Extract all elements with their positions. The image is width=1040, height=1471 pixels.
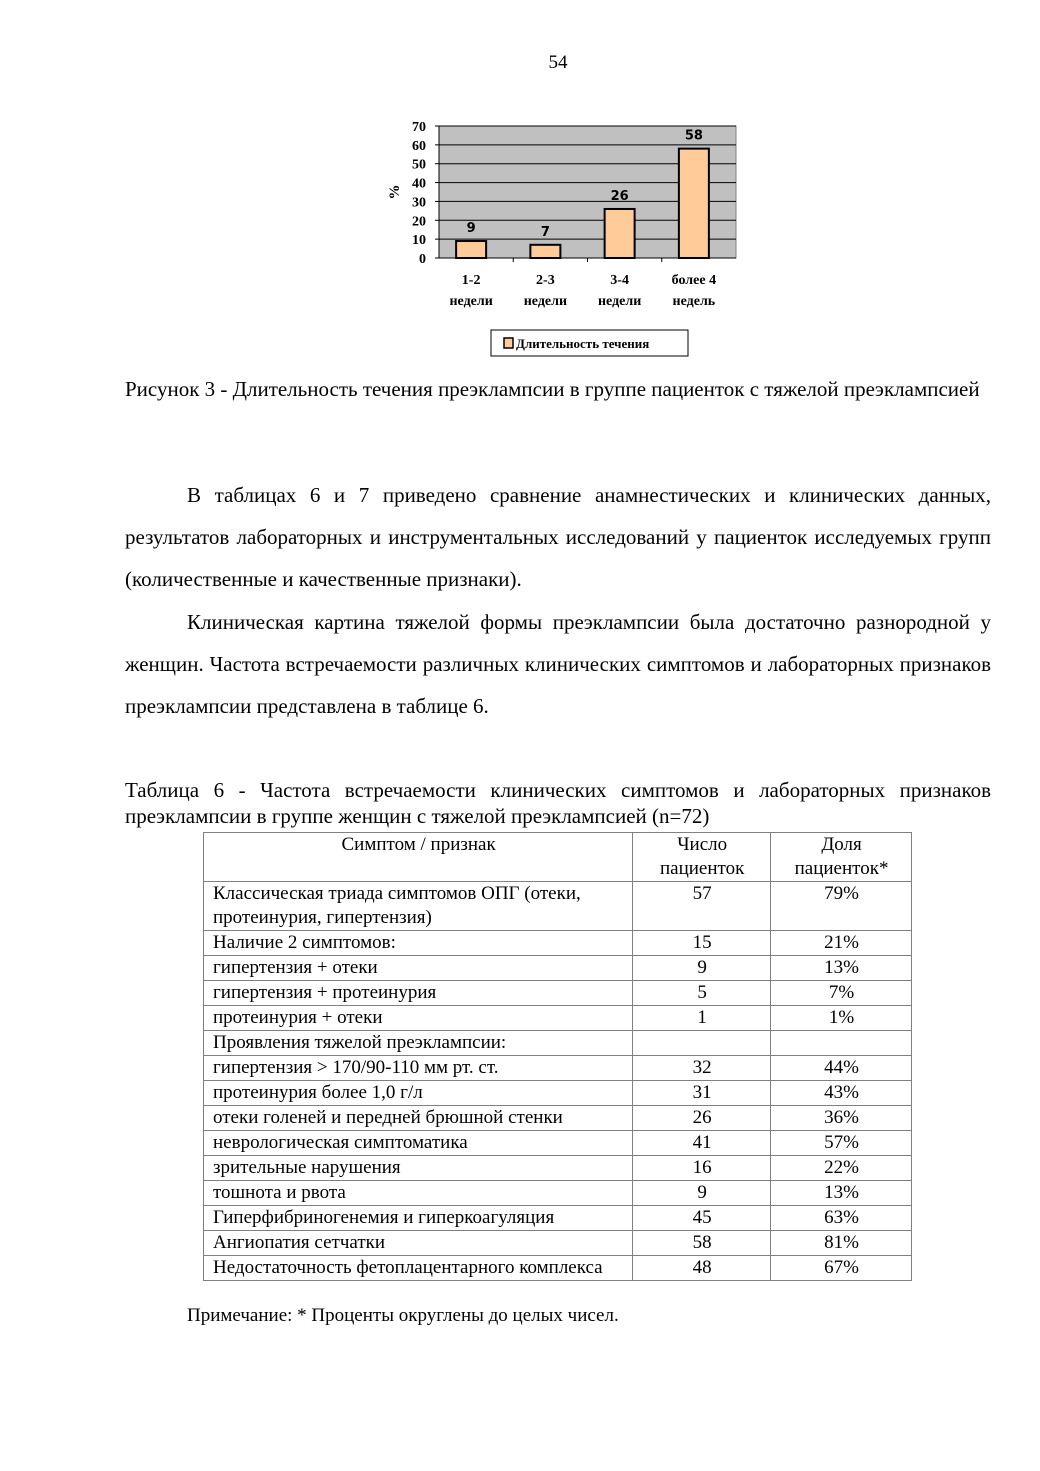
table-body [204,882,912,1281]
y-tick-label: 60 [412,138,426,154]
paragraph-1-text: В таблицах 6 и 7 приведено сравнение анамнестических и клинических данных, результатов лабораторных и инструментальных исследований у пациенток исследуемых групп (количественные и качественные признаки). [125,483,991,591]
y-tick-label: 10 [412,233,426,249]
cell-count: 41 [633,1131,771,1156]
table-row [204,1031,912,1056]
header-symptom: Симптом / признак [204,833,633,882]
cell-share: 57% [771,1131,912,1156]
data-label: 58 [684,128,703,144]
cell-share: 22% [771,1156,912,1181]
bar [456,241,486,258]
table-row [204,1206,912,1231]
cell-count: 45 [633,1206,771,1231]
cell-share: 1% [771,1006,912,1031]
data-label: 9 [466,221,476,237]
cell-share: 79% [771,882,912,931]
table-row [204,1081,912,1106]
table-row [204,1131,912,1156]
x-tick-label: недели [523,294,568,309]
x-tick-label: 1-2 [461,273,481,288]
x-tick-label: 2-3 [536,273,555,288]
cell-symptom: протеинурия + отеки [204,1006,633,1031]
cell-share: 13% [771,1181,912,1206]
x-tick-label: 3-4 [610,273,629,288]
cell-symptom: Гиперфибриногенемия и гиперкоагуляция [204,1206,633,1231]
cell-share: 36% [771,1106,912,1131]
y-axis-label: % [387,184,403,200]
y-tick-label: 0 [419,252,426,267]
cell-count: 32 [633,1056,771,1081]
table-row [204,931,912,956]
paragraph-2 [125,601,991,727]
y-tick-label: 40 [412,176,426,192]
table-row [204,1181,912,1206]
chart-svg [380,115,750,365]
cell-share: 43% [771,1081,912,1106]
cell-count: 31 [633,1081,771,1106]
table-row [204,1006,912,1031]
table-header-row [204,833,912,882]
cell-count: 9 [633,956,771,981]
cell-symptom: зрительные нарушения [204,1156,633,1181]
header-count: Число пациенток [633,833,771,882]
cell-share: 13% [771,956,912,981]
cell-symptom: гипертензия + отеки [204,956,633,981]
table-row [204,1056,912,1081]
cell-share: 81% [771,1231,912,1256]
cell-symptom: Недостаточность фетоплацентарного комплекса [204,1256,633,1281]
cell-count [633,1031,771,1056]
cell-count: 58 [633,1231,771,1256]
paragraph-2-text: Клиническая картина тяжелой формы преэклампсии была достаточно разнородной у женщин. Частота встречаемости различных клинических симптомов и лабораторных признаков преэклампсии представлена в таблице 6. [125,610,991,718]
table-row [204,1256,912,1281]
cell-symptom: протеинурия более 1,0 г/л [204,1081,633,1106]
bar [679,149,709,258]
cell-share [771,1031,912,1056]
cell-share: 21% [771,931,912,956]
table-row [204,1156,912,1181]
cell-share: 44% [771,1056,912,1081]
cell-count: 57 [633,882,771,931]
y-tick-label: 50 [412,157,426,173]
x-tick-label: недели [597,294,642,309]
y-tick-label: 30 [412,195,426,211]
header-share: Доля пациенток* [771,833,912,882]
table-title: Таблица 6 - Частота встречаемости клинических симптомов и лабораторных признаков преэклампсии в группе женщин с тяжелой преэклампсией (n=72) [125,778,991,828]
cell-symptom: Ангиопатия сетчатки [204,1231,633,1256]
bar-chart [380,115,750,365]
symptom-table [203,832,912,1281]
cell-share: 63% [771,1206,912,1231]
cell-symptom: Классическая триада симптомов ОПГ (отеки, протеинурия, гипертензия) [204,882,633,931]
table-row [204,1231,912,1256]
cell-count: 9 [633,1181,771,1206]
bar [605,209,635,258]
x-tick-label: более 4 [671,273,717,288]
table-note: Примечание: * Проценты округлены до целых чисел. [187,1305,619,1326]
x-tick-label: недель [672,294,716,309]
x-tick-label: недели [449,294,493,309]
table-row [204,956,912,981]
data-label: 7 [540,224,550,240]
cell-symptom: Проявления тяжелой преэклампсии: [204,1031,633,1056]
cell-count: 26 [633,1106,771,1131]
paragraph-1 [125,474,991,600]
y-tick-label: 70 [412,120,426,135]
legend-swatch [504,338,513,348]
cell-symptom: отеки голеней и передней брюшной стенки [204,1106,633,1131]
cell-symptom: гипертензия > 170/90-110 мм рт. ст. [204,1056,633,1081]
page-number: 54 [548,52,568,73]
cell-count: 5 [633,981,771,1006]
cell-share: 7% [771,981,912,1006]
y-tick-label: 20 [412,214,426,230]
cell-count: 16 [633,1156,771,1181]
cell-share: 67% [771,1256,912,1281]
table-row [204,981,912,1006]
legend [491,330,688,356]
cell-count: 48 [633,1256,771,1281]
cell-count: 1 [633,1006,771,1031]
cell-count: 15 [633,931,771,956]
figure-caption: Рисунок 3 - Длительность течения преэклампсии в группе пациенток с тяжелой преэклампсией [125,377,980,401]
cell-symptom: неврологическая симптоматика [204,1131,633,1156]
cell-symptom: тошнота и рвота [204,1181,633,1206]
cell-symptom: гипертензия + протеинурия [204,981,633,1006]
bar [530,245,560,258]
table-row [204,1106,912,1131]
legend-label: Длительность течения [516,336,650,351]
data-label: 26 [610,188,629,204]
cell-symptom: Наличие 2 симптомов: [204,931,633,956]
table-row [204,882,912,931]
